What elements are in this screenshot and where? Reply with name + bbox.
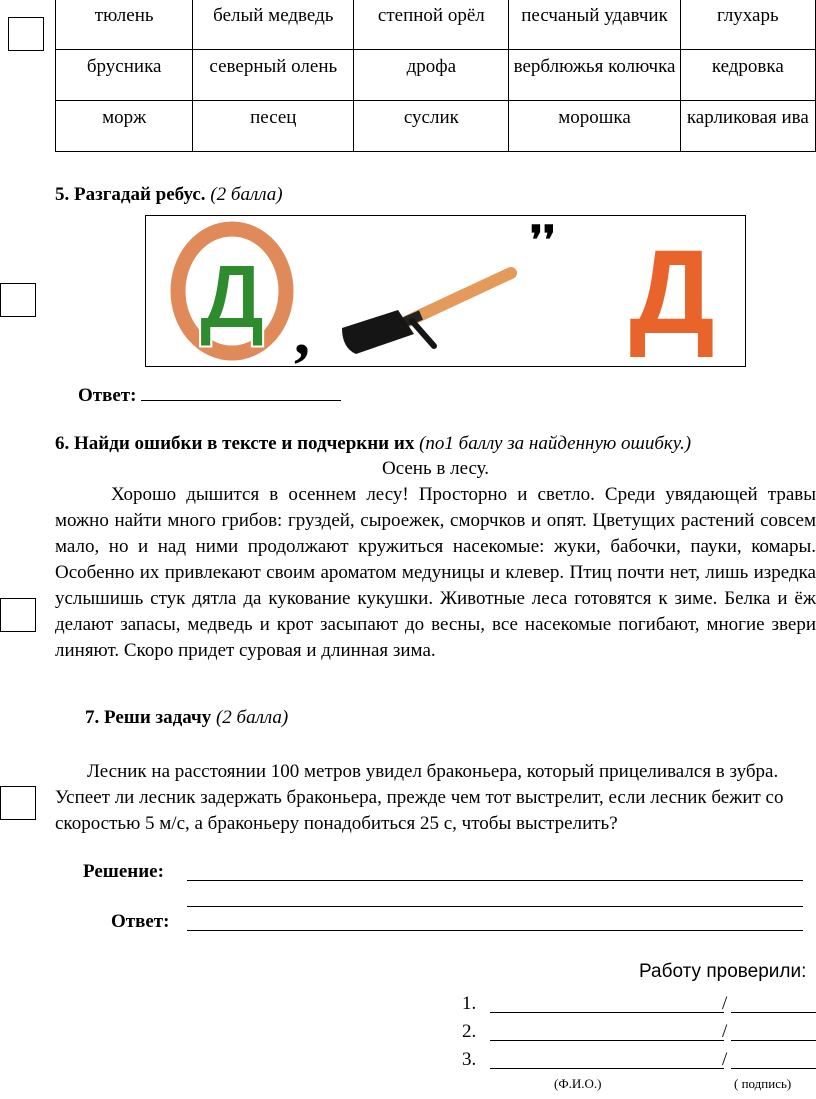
task7-title: 7. Реши задачу — [85, 707, 212, 728]
solution-line-1[interactable] — [187, 880, 803, 881]
table-row — [56, 50, 816, 101]
checker-sep-2: / — [722, 1021, 728, 1042]
table-cell: песец — [193, 101, 354, 152]
table-cell: глухарь — [680, 0, 815, 50]
score-box-7[interactable] — [0, 786, 36, 820]
score-box-5[interactable] — [0, 283, 36, 317]
checked-title: Работу проверили: — [639, 961, 807, 982]
checker-sign-line-2[interactable] — [731, 1040, 816, 1041]
task5-heading — [55, 184, 283, 206]
double-comma-mark: ❜❜ — [530, 217, 556, 264]
table-cell: белый медведь — [193, 0, 354, 50]
rebus-image — [145, 215, 746, 367]
story-title: Осень в лесу. — [381, 458, 490, 479]
d-in-o-letter: Д — [199, 246, 265, 348]
table-cell: степной орёл — [354, 0, 509, 50]
sign-caption: ( подпись) — [734, 1076, 792, 1091]
animals-table-wrap — [0, 0, 816, 160]
big-d-letter: Д — [629, 225, 715, 359]
checker-name-line-2[interactable] — [490, 1040, 724, 1041]
answer-line[interactable] — [141, 384, 341, 401]
task7-points: (2 балла) — [215, 707, 289, 728]
task7-answer-label: Ответ: — [111, 911, 170, 932]
score-box-6[interactable] — [0, 598, 36, 632]
checker-sign-line-3[interactable] — [731, 1068, 816, 1069]
checker-name-line-1[interactable] — [490, 1012, 724, 1013]
checker-name-line-3[interactable] — [490, 1068, 724, 1069]
table-cell: тюлень — [56, 0, 193, 50]
story-text: Хорошо дышится в осеннем лесу! Просторно и светло. Среди увядающей травы можно найти много грибов: груздей, сыроежек, сморчков и опят. Цветущих растений совсем мало, но и над ними продолжают кружиться насекомые: жуки, бабочки, пауки, комары. Особенно их привлекают своим ароматом медуницы и клевер. Птиц почти нет, лишь изредка услышишь стук дятла да кукование кукушки. Животные леса готовятся к зиме. Белка и ёж делают запасы, медведь и крот засыпают до весны, все насекомые погибают, многие звери линяют. Скоро придет суровая и длинная зима. — [55, 484, 816, 661]
table-row — [56, 101, 816, 152]
checker-number-1: 1. — [462, 993, 477, 1014]
table-cell: карликовая ива — [680, 101, 815, 152]
task6-points: (по1 баллу за найденную ошибку.) — [419, 433, 692, 454]
table-cell: брусника — [56, 50, 193, 101]
shovel-icon — [342, 273, 511, 354]
task7-heading — [85, 707, 288, 729]
table-cell: северный олень — [193, 50, 354, 101]
animals-table — [55, 0, 816, 152]
table-cell: верблюжья колючка — [509, 50, 680, 101]
fio-caption: (Ф.И.О.) — [554, 1076, 602, 1091]
solution-label: Решение: — [83, 861, 164, 882]
task5-points: (2 балла) — [210, 184, 283, 205]
checker-sep-1: / — [722, 993, 728, 1014]
task7-answer-line[interactable] — [187, 930, 803, 931]
checker-number-2: 2. — [462, 1021, 477, 1042]
table-cell: морошка — [509, 101, 680, 152]
checker-sep-3: / — [722, 1049, 728, 1070]
checker-sign-line-1[interactable] — [731, 1012, 816, 1013]
task6-title: 6. Найди ошибки в тексте и подчеркни их — [55, 433, 415, 454]
answer-label: Ответ: — [78, 385, 137, 406]
table-cell: дрофа — [354, 50, 509, 101]
task5-answer — [78, 384, 341, 407]
table-cell: песчаный удавчик — [509, 0, 680, 50]
task7-text: Лесник на расстоянии 100 метров увидел браконьера, который прицеливался в зубра. Успеет ли лесник задержать браконьера, прежде чем тот выстрелит, если лесник бежит со скоростью 5 м/с, а браконьеру понадобиться 25 с, чтобы выстрелить? — [55, 761, 784, 834]
table-row — [56, 0, 816, 50]
comma-mark: , — [294, 297, 310, 366]
table-cell: морж — [56, 101, 193, 152]
checker-number-3: 3. — [462, 1049, 477, 1070]
task5-title: 5. Разгадай ребус. — [55, 184, 206, 205]
rebus-svg — [146, 216, 745, 366]
solution-line-2[interactable] — [187, 906, 803, 907]
table-cell: суслик — [354, 101, 509, 152]
task6-heading — [55, 433, 691, 455]
table-cell: кедровка — [680, 50, 815, 101]
